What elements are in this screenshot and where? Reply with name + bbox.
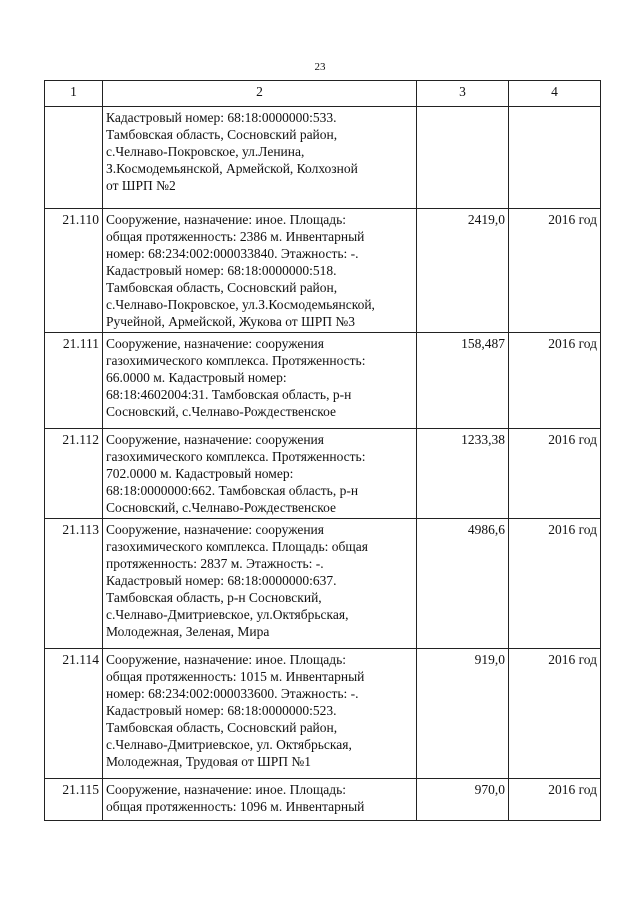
page-number: 23 (314, 61, 326, 73)
column-header-1: 1 (45, 81, 103, 107)
table-row (45, 519, 601, 649)
row-number: 21.115 (45, 779, 103, 821)
table-row (45, 107, 601, 209)
row-area: 1233,38 (417, 429, 509, 519)
column-header-4: 4 (509, 81, 601, 107)
row-area: 2419,0 (417, 209, 509, 333)
row-year: 2016 год (509, 333, 601, 429)
row-number: 21.110 (45, 209, 103, 333)
row-description: Сооружение, назначение: иное. Площадь: общая протяженность: 2386 м. Инвентарный номер: 68:234:002:000033840. Этажность: -. Кадастровый номер: 68:18:0000000:518. Тамбовская область, Сосновский район, с.Челнаво-Покровское, ул.З.Космодемьянской, Ручейной, Армейской, Жукова от ШРП №3 (103, 209, 417, 333)
row-number: 21.114 (45, 649, 103, 779)
table-row (45, 333, 601, 429)
row-area (417, 107, 509, 209)
row-year: 2016 год (509, 209, 601, 333)
row-number (45, 107, 103, 209)
table-row (45, 649, 601, 779)
column-header-2: 2 (103, 81, 417, 107)
table-row (45, 779, 601, 821)
row-area: 919,0 (417, 649, 509, 779)
row-description: Сооружение, назначение: сооружения газохимического комплекса. Протяженность: 702.0000 м. Кадастровый номер: 68:18:0000000:662. Тамбовская область, р-н Сосновский, с.Челнаво-Рождественское (103, 429, 417, 519)
column-header-3: 3 (417, 81, 509, 107)
property-register-table (44, 80, 601, 821)
column-number-row (45, 81, 601, 107)
table-row (45, 209, 601, 333)
row-area: 158,487 (417, 333, 509, 429)
row-year: 2016 год (509, 519, 601, 649)
row-area: 970,0 (417, 779, 509, 821)
row-description: Кадастровый номер: 68:18:0000000:533. Тамбовская область, Сосновский район, с.Челнаво-Покровское, ул.Ленина, З.Космодемьянской, Армейской, Колхозной от ШРП №2 (103, 107, 417, 209)
row-description: Сооружение, назначение: сооружения газохимического комплекса. Протяженность: 66.0000 м. Кадастровый номер: 68:18:4602004:31. Тамбовская область, р-н Сосновский, с.Челнаво-Рождественское (103, 333, 417, 429)
row-number: 21.111 (45, 333, 103, 429)
row-year: 2016 год (509, 429, 601, 519)
row-description: Сооружение, назначение: иное. Площадь: общая протяженность: 1096 м. Инвентарный (103, 779, 417, 821)
table-row (45, 429, 601, 519)
row-number: 21.113 (45, 519, 103, 649)
row-year: 2016 год (509, 779, 601, 821)
row-description: Сооружение, назначение: иное. Площадь: общая протяженность: 1015 м. Инвентарный номер: 68:234:002:000033600. Этажность: -. Кадастровый номер: 68:18:0000000:523. Тамбовская область, Сосновский район, с.Челнаво-Дмитриевское, ул. Октябрьская, Молодежная, Трудовая от ШРП №1 (103, 649, 417, 779)
row-area: 4986,6 (417, 519, 509, 649)
row-number: 21.112 (45, 429, 103, 519)
row-year (509, 107, 601, 209)
row-year: 2016 год (509, 649, 601, 779)
row-description: Сооружение, назначение: сооружения газохимического комплекса. Площадь: общая протяженность: 2837 м. Этажность: -. Кадастровый номер: 68:18:0000000:637. Тамбовская область, р-н Сосновский, с.Челнаво-Дмитриевское, ул.Октябрьская, Молодежная, Зеленая, Мира (103, 519, 417, 649)
